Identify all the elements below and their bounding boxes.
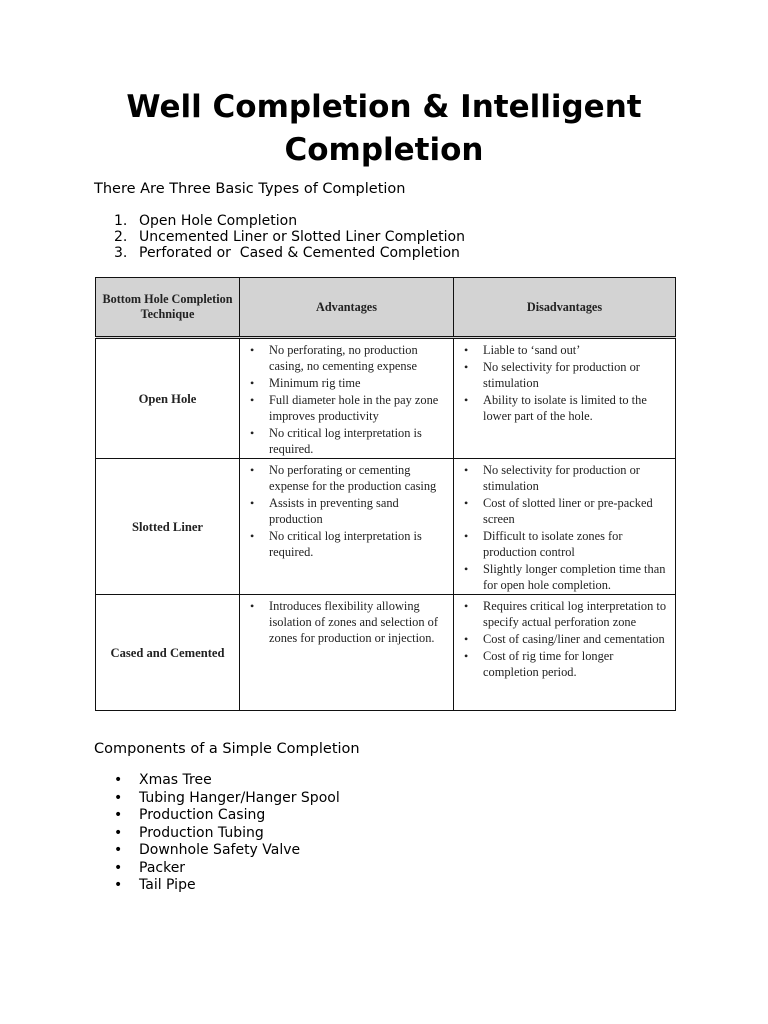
list-number: 1.	[114, 213, 128, 229]
list-item	[114, 877, 340, 895]
advantage-item: • No critical log interpretation is required.	[248, 425, 449, 457]
advantage-item: • No critical log interpretation is required.	[248, 528, 449, 560]
list-item	[114, 825, 340, 843]
completion-comparison-table-image	[95, 277, 676, 699]
list-item-text: Production Tubing	[139, 824, 264, 841]
completion-comparison-table	[95, 277, 676, 711]
table-row	[96, 595, 676, 711]
list-item	[114, 229, 465, 245]
advantage-item: • No perforating or cementing expense for the production casing	[248, 462, 449, 494]
list-number: 2.	[114, 229, 128, 245]
bullet-icon: •	[114, 877, 123, 893]
technique-cell: Slotted Liner	[96, 459, 240, 595]
list-item-text: Uncemented Liner or Slotted Liner Completion	[139, 229, 465, 245]
header-technique: Bottom Hole Completion Technique	[96, 278, 240, 338]
advantage-item: • No perforating, no production casing, no cementing expense	[248, 342, 449, 374]
technique-cell: Open Hole	[96, 338, 240, 459]
list-item-text: Xmas Tree	[139, 772, 212, 788]
list-item-text: Downhole Safety Valve	[139, 842, 301, 858]
bullet-icon: •	[114, 824, 123, 841]
components-list	[114, 772, 340, 895]
types-list	[114, 213, 465, 261]
list-item-text: Open Hole Completion	[139, 213, 298, 229]
advantage-item: • Full diameter hole in the pay zone improves productivity	[248, 392, 449, 424]
bullet-icon: •	[114, 842, 123, 858]
list-item-text: Production Casing	[139, 807, 266, 823]
disadvantage-item: • Cost of casing/liner and cementation	[462, 631, 671, 647]
table-row	[96, 338, 676, 459]
list-item	[114, 860, 340, 878]
list-item	[114, 772, 340, 790]
disadvantage-item: • Cost of slotted liner or pre-packed screen	[462, 495, 671, 527]
title-line-2: Completion	[284, 132, 484, 168]
table-row	[96, 459, 676, 595]
header-advantages: Advantages	[240, 278, 454, 338]
disadvantage-item: • Requires critical log interpretation to specify actual perforation zone	[462, 598, 671, 630]
advantages-cell	[240, 338, 454, 459]
disadvantages-cell	[454, 459, 676, 595]
disadvantage-item: • Cost of rig time for longer completion period.	[462, 648, 671, 680]
disadvantage-item: • No selectivity for production or stimulation	[462, 359, 671, 391]
list-item	[114, 790, 340, 808]
technique-cell: Cased and Cemented	[96, 595, 240, 711]
list-item	[114, 213, 465, 229]
list-item-text: Tail Pipe	[139, 877, 196, 893]
advantages-cell	[240, 459, 454, 595]
disadvantage-item: • Difficult to isolate zones for production control	[462, 528, 671, 560]
list-item	[114, 245, 465, 261]
advantage-item: • Minimum rig time	[248, 375, 449, 391]
list-item-text: Perforated or Cased & Cemented Completion	[139, 245, 460, 261]
advantages-cell	[240, 595, 454, 711]
bullet-icon: •	[114, 859, 123, 876]
list-number: 3.	[114, 245, 128, 261]
disadvantages-cell	[454, 595, 676, 711]
disadvantages-cell	[454, 338, 676, 459]
advantage-item: • Introduces flexibility allowing isolation of zones and selection of zones for production or injection.	[248, 598, 449, 646]
list-item-text: Packer	[139, 859, 186, 876]
header-disadvantages: Disadvantages	[454, 278, 676, 338]
bullet-icon: •	[114, 772, 123, 788]
disadvantage-item: • Liable to ‘sand out’	[462, 342, 671, 358]
list-item	[114, 842, 340, 860]
components-heading: Components of a Simple Completion	[94, 741, 360, 757]
bullet-icon: •	[114, 789, 123, 806]
list-item	[114, 807, 340, 825]
title-line-1: Well Completion & Intelligent	[126, 89, 642, 125]
advantage-item: • Assists in preventing sand production	[248, 495, 449, 527]
list-item-text: Tubing Hanger/Hanger Spool	[139, 789, 340, 806]
disadvantage-item: • No selectivity for production or stimulation	[462, 462, 671, 494]
page-title	[80, 86, 688, 172]
disadvantage-item: • Slightly longer completion time than for open hole completion.	[462, 561, 671, 593]
disadvantage-item: • Ability to isolate is limited to the lower part of the hole.	[462, 392, 671, 424]
table-header-row	[96, 278, 676, 338]
bullet-icon: •	[114, 807, 123, 823]
types-heading: There Are Three Basic Types of Completion	[94, 181, 406, 197]
